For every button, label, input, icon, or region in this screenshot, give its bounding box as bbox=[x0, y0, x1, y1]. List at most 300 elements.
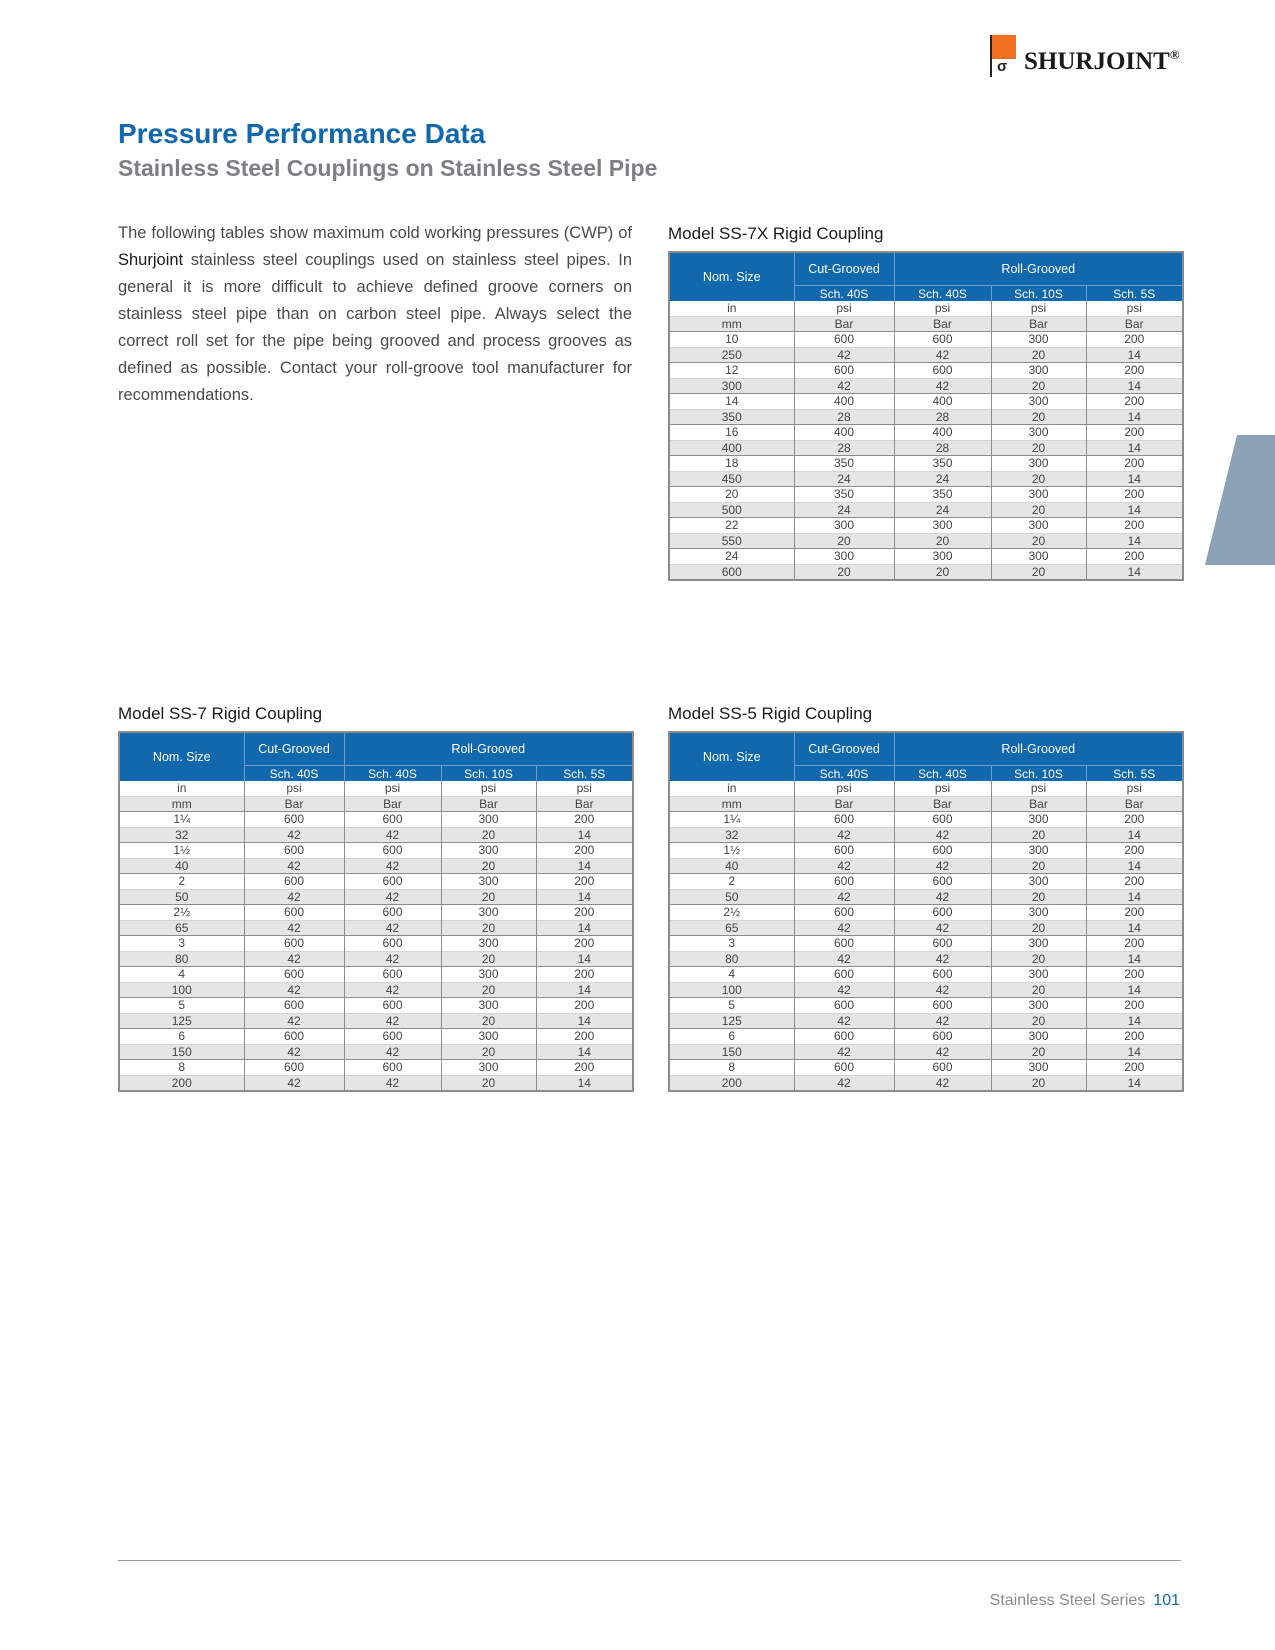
pressure-cell: 14 bbox=[536, 951, 633, 967]
schedule-header: Sch. 5S bbox=[1086, 286, 1183, 302]
pressure-cell: 14 bbox=[536, 1013, 633, 1029]
pressure-cell: 42 bbox=[794, 1075, 894, 1091]
pressure-cell: psi bbox=[794, 301, 894, 316]
pressure-cell: 42 bbox=[894, 951, 991, 967]
shurjoint-logo bbox=[990, 35, 1180, 77]
pressure-cell: 300 bbox=[441, 936, 536, 952]
roll-grooved-header: Roll-Grooved bbox=[894, 732, 1183, 766]
pressure-cell: 600 bbox=[794, 363, 894, 379]
pressure-cell: 600 bbox=[344, 905, 441, 921]
pressure-cell: 14 bbox=[536, 1075, 633, 1091]
pressure-cell: 400 bbox=[894, 425, 991, 441]
pressure-cell: 24 bbox=[894, 502, 991, 518]
pressure-cell: 600 bbox=[244, 936, 344, 952]
nom-size-cell: 40 bbox=[119, 858, 244, 874]
pressure-cell: 20 bbox=[991, 920, 1086, 936]
pressure-cell: 600 bbox=[894, 363, 991, 379]
pressure-cell: 28 bbox=[894, 409, 991, 425]
pressure-cell: 200 bbox=[1086, 394, 1183, 410]
table-row bbox=[669, 347, 1183, 363]
table-row bbox=[669, 843, 1183, 859]
nom-size-cell: 3 bbox=[669, 936, 794, 952]
pressure-cell: 20 bbox=[894, 533, 991, 549]
pressure-cell: psi bbox=[536, 781, 633, 796]
table-row bbox=[119, 874, 633, 890]
pressure-cell: 300 bbox=[991, 967, 1086, 983]
pressure-cell: psi bbox=[991, 301, 1086, 316]
ss5-table-block bbox=[668, 703, 1182, 1092]
pressure-cell: 14 bbox=[1086, 378, 1183, 394]
table-row bbox=[119, 1029, 633, 1045]
pressure-cell: 300 bbox=[991, 518, 1086, 534]
schedule-header: Sch. 10S bbox=[991, 766, 1086, 782]
nom-size-header: Nom. Size bbox=[669, 252, 794, 301]
nom-size-cell: 2 bbox=[119, 874, 244, 890]
nom-size-cell: 8 bbox=[669, 1060, 794, 1076]
table-row bbox=[119, 843, 633, 859]
pressure-cell: Bar bbox=[1086, 316, 1183, 332]
pressure-cell: 20 bbox=[794, 533, 894, 549]
table-row bbox=[669, 425, 1183, 441]
table-row bbox=[119, 982, 633, 998]
pressure-cell: 600 bbox=[794, 1060, 894, 1076]
nom-size-cell: 200 bbox=[669, 1075, 794, 1091]
pressure-cell: 20 bbox=[441, 889, 536, 905]
pressure-cell: 600 bbox=[344, 812, 441, 828]
pressure-cell: 20 bbox=[991, 982, 1086, 998]
nom-size-cell: 16 bbox=[669, 425, 794, 441]
pressure-cell: 42 bbox=[794, 827, 894, 843]
pressure-cell: 300 bbox=[991, 1029, 1086, 1045]
ss5-table-title: Model SS-5 Rigid Coupling bbox=[668, 704, 873, 723]
table-row bbox=[669, 487, 1183, 503]
pressure-cell: 20 bbox=[794, 564, 894, 580]
pressure-cell: 42 bbox=[244, 1013, 344, 1029]
table-row bbox=[669, 874, 1183, 890]
nom-size-cell: 5 bbox=[119, 998, 244, 1014]
pressure-cell: 600 bbox=[894, 1060, 991, 1076]
pressure-cell: 28 bbox=[794, 409, 894, 425]
pressure-cell: 20 bbox=[441, 951, 536, 967]
schedule-header: Sch. 10S bbox=[441, 766, 536, 782]
table-row bbox=[669, 518, 1183, 534]
table-row bbox=[669, 564, 1183, 580]
nom-size-cell: 1¼ bbox=[119, 812, 244, 828]
nom-size-cell: 22 bbox=[669, 518, 794, 534]
pressure-cell: 14 bbox=[1086, 827, 1183, 843]
pressure-cell: psi bbox=[1086, 781, 1183, 796]
table-row bbox=[669, 378, 1183, 394]
nom-size-cell: 18 bbox=[669, 456, 794, 472]
pressure-cell: 200 bbox=[1086, 425, 1183, 441]
pressure-cell: 42 bbox=[894, 982, 991, 998]
pressure-cell: 200 bbox=[1086, 843, 1183, 859]
pressure-cell: 600 bbox=[244, 1060, 344, 1076]
nom-size-cell: 150 bbox=[669, 1044, 794, 1060]
pressure-cell: 200 bbox=[1086, 1029, 1183, 1045]
intro-paragraph: The following tables show maximum cold working pressures (CWP) of Shurjoint stainless steel couplings used on stainless steel pipes. In general it is more difficult to achieve defined groove corners on stainless steel pipe than on carbon steel pipe. Always select the correct roll set for the pipe being grooved and process grooves as defined as possible. Contact your roll-groove tool manufacturer for recommendations. bbox=[118, 224, 632, 404]
pressure-cell: 200 bbox=[536, 874, 633, 890]
pressure-cell: 28 bbox=[794, 440, 894, 456]
nom-size-cell: mm bbox=[669, 796, 794, 812]
pressure-cell: 200 bbox=[536, 1060, 633, 1076]
table-row bbox=[669, 549, 1183, 565]
table-row bbox=[119, 1075, 633, 1091]
nom-size-cell: 32 bbox=[669, 827, 794, 843]
pressure-cell: 300 bbox=[991, 332, 1086, 348]
pressure-cell: 300 bbox=[441, 905, 536, 921]
pressure-cell: 28 bbox=[894, 440, 991, 456]
pressure-cell: 14 bbox=[1086, 471, 1183, 487]
page-number: 101 bbox=[1153, 1592, 1180, 1609]
pressure-cell: Bar bbox=[894, 796, 991, 812]
table-row bbox=[669, 409, 1183, 425]
nom-size-cell: 4 bbox=[669, 967, 794, 983]
nom-size-cell: 400 bbox=[669, 440, 794, 456]
table-row bbox=[669, 998, 1183, 1014]
pressure-cell: 20 bbox=[991, 827, 1086, 843]
table-row bbox=[669, 812, 1183, 828]
table-row bbox=[669, 533, 1183, 549]
pressure-cell: 42 bbox=[344, 920, 441, 936]
pressure-cell: 300 bbox=[991, 998, 1086, 1014]
nom-size-header: Nom. Size bbox=[119, 732, 244, 781]
pressure-cell: 600 bbox=[244, 874, 344, 890]
pressure-cell: 600 bbox=[894, 812, 991, 828]
pressure-cell: 20 bbox=[894, 564, 991, 580]
pressure-cell: 200 bbox=[1086, 487, 1183, 503]
nom-size-cell: 450 bbox=[669, 471, 794, 487]
table-row bbox=[119, 889, 633, 905]
table-row bbox=[669, 796, 1183, 812]
pressure-cell: 42 bbox=[894, 347, 991, 363]
table-row bbox=[119, 796, 633, 812]
nom-size-cell: 200 bbox=[119, 1075, 244, 1091]
schedule-header: Sch. 5S bbox=[1086, 766, 1183, 782]
pressure-cell: 42 bbox=[894, 378, 991, 394]
pressure-cell: 14 bbox=[536, 1044, 633, 1060]
table-row bbox=[119, 998, 633, 1014]
table-row bbox=[669, 781, 1183, 796]
footer-series: Stainless Steel Series bbox=[989, 1592, 1146, 1609]
pressure-cell: 20 bbox=[991, 409, 1086, 425]
pressure-cell: psi bbox=[344, 781, 441, 796]
pressure-cell: 200 bbox=[1086, 1060, 1183, 1076]
pressure-cell: 42 bbox=[894, 858, 991, 874]
pressure-cell: 200 bbox=[536, 998, 633, 1014]
nom-size-cell: 100 bbox=[119, 982, 244, 998]
table-row bbox=[669, 858, 1183, 874]
pressure-cell: Bar bbox=[441, 796, 536, 812]
pressure-cell: 200 bbox=[1086, 363, 1183, 379]
pressure-cell: 200 bbox=[536, 812, 633, 828]
pressure-cell: 600 bbox=[794, 998, 894, 1014]
pressure-cell: 600 bbox=[794, 843, 894, 859]
pressure-cell: 42 bbox=[244, 982, 344, 998]
ss7-table-block bbox=[118, 703, 632, 1092]
pressure-cell: 14 bbox=[536, 889, 633, 905]
pressure-cell: 42 bbox=[894, 1013, 991, 1029]
nom-size-cell: 2 bbox=[669, 874, 794, 890]
pressure-cell: 300 bbox=[991, 394, 1086, 410]
table-row bbox=[119, 1013, 633, 1029]
table-row bbox=[669, 982, 1183, 998]
nom-size-cell: in bbox=[669, 301, 794, 316]
pressure-cell: 200 bbox=[1086, 936, 1183, 952]
pressure-cell: 20 bbox=[441, 1013, 536, 1029]
nom-size-cell: 125 bbox=[669, 1013, 794, 1029]
table-row bbox=[119, 951, 633, 967]
pressure-cell: 42 bbox=[344, 889, 441, 905]
pressure-cell: 200 bbox=[536, 843, 633, 859]
pressure-cell: Bar bbox=[536, 796, 633, 812]
pressure-cell: psi bbox=[794, 781, 894, 796]
table-row bbox=[669, 827, 1183, 843]
pressure-cell: 20 bbox=[441, 982, 536, 998]
pressure-cell: Bar bbox=[794, 796, 894, 812]
pressure-cell: 42 bbox=[894, 1044, 991, 1060]
nom-size-cell: 300 bbox=[669, 378, 794, 394]
pressure-cell: 42 bbox=[794, 889, 894, 905]
schedule-header: Sch. 40S bbox=[794, 766, 894, 782]
table-row bbox=[119, 905, 633, 921]
pressure-cell: Bar bbox=[244, 796, 344, 812]
pressure-cell: 350 bbox=[794, 456, 894, 472]
pressure-cell: 600 bbox=[344, 967, 441, 983]
roll-grooved-header: Roll-Grooved bbox=[894, 252, 1183, 286]
pressure-cell: 20 bbox=[991, 471, 1086, 487]
pressure-cell: psi bbox=[244, 781, 344, 796]
pressure-cell: Bar bbox=[344, 796, 441, 812]
pressure-cell: 300 bbox=[991, 549, 1086, 565]
pressure-cell: 14 bbox=[1086, 951, 1183, 967]
table-row bbox=[669, 1075, 1183, 1091]
pressure-cell: 600 bbox=[344, 998, 441, 1014]
nom-size-cell: 3 bbox=[119, 936, 244, 952]
pressure-cell: psi bbox=[441, 781, 536, 796]
ss7-table-title: Model SS-7 Rigid Coupling bbox=[118, 704, 323, 723]
pressure-cell: 200 bbox=[536, 967, 633, 983]
pressure-cell: 400 bbox=[894, 394, 991, 410]
pressure-cell: 200 bbox=[1086, 549, 1183, 565]
table-row bbox=[669, 1013, 1183, 1029]
ss7x-table-title: Model SS-7X Rigid Coupling bbox=[668, 224, 884, 243]
pressure-cell: 20 bbox=[991, 858, 1086, 874]
pressure-cell: 24 bbox=[794, 502, 894, 518]
table-row bbox=[669, 1044, 1183, 1060]
pressure-cell: 42 bbox=[244, 1044, 344, 1060]
table-row bbox=[119, 967, 633, 983]
cut-grooved-header: Cut-Grooved bbox=[794, 732, 894, 766]
table-row bbox=[119, 920, 633, 936]
pressure-cell: 14 bbox=[1086, 533, 1183, 549]
pressure-cell: 350 bbox=[894, 487, 991, 503]
pressure-cell: 42 bbox=[244, 858, 344, 874]
pressure-cell: 42 bbox=[794, 858, 894, 874]
pressure-cell: 200 bbox=[536, 936, 633, 952]
pressure-cell: psi bbox=[1086, 301, 1183, 316]
pressure-cell: 20 bbox=[441, 1075, 536, 1091]
pressure-cell: psi bbox=[991, 781, 1086, 796]
pressure-cell: 20 bbox=[991, 347, 1086, 363]
footer-divider bbox=[118, 1560, 1181, 1561]
pressure-cell: 42 bbox=[794, 951, 894, 967]
pressure-cell: 300 bbox=[991, 905, 1086, 921]
pressure-cell: 300 bbox=[894, 518, 991, 534]
pressure-cell: 20 bbox=[991, 1075, 1086, 1091]
pressure-cell: 20 bbox=[991, 533, 1086, 549]
pressure-cell: 20 bbox=[441, 858, 536, 874]
nom-size-cell: 500 bbox=[669, 502, 794, 518]
table-row bbox=[669, 471, 1183, 487]
nom-size-cell: 350 bbox=[669, 409, 794, 425]
nom-size-cell: 2½ bbox=[669, 905, 794, 921]
pressure-cell: 200 bbox=[1086, 905, 1183, 921]
pressure-cell: 42 bbox=[894, 920, 991, 936]
pressure-cell: 300 bbox=[894, 549, 991, 565]
pressure-cell: 600 bbox=[244, 1029, 344, 1045]
pressure-cell: 600 bbox=[244, 905, 344, 921]
pressure-cell: 200 bbox=[1086, 332, 1183, 348]
schedule-header: Sch. 40S bbox=[894, 286, 991, 302]
cut-grooved-header: Cut-Grooved bbox=[244, 732, 344, 766]
pressure-cell: 300 bbox=[441, 874, 536, 890]
pressure-cell: 200 bbox=[536, 905, 633, 921]
ss7x-pressure-table bbox=[668, 251, 1184, 581]
pressure-cell: 42 bbox=[894, 1075, 991, 1091]
pressure-cell: 600 bbox=[794, 332, 894, 348]
pressure-cell: 24 bbox=[894, 471, 991, 487]
pressure-cell: 14 bbox=[1086, 858, 1183, 874]
pressure-cell: 14 bbox=[1086, 1044, 1183, 1060]
pressure-cell: Bar bbox=[991, 796, 1086, 812]
logo-mark-icon: σ bbox=[990, 35, 1018, 77]
table-row bbox=[119, 781, 633, 796]
table-row bbox=[669, 301, 1183, 316]
ss5-pressure-table bbox=[668, 731, 1184, 1092]
pressure-cell: 14 bbox=[1086, 564, 1183, 580]
pressure-cell: 14 bbox=[1086, 409, 1183, 425]
nom-size-cell: 1½ bbox=[669, 843, 794, 859]
nom-size-cell: 150 bbox=[119, 1044, 244, 1060]
pressure-cell: 42 bbox=[344, 858, 441, 874]
pressure-cell: 42 bbox=[894, 889, 991, 905]
table-row bbox=[669, 920, 1183, 936]
pressure-cell: 14 bbox=[1086, 889, 1183, 905]
pressure-cell: 600 bbox=[894, 874, 991, 890]
nom-size-cell: 40 bbox=[669, 858, 794, 874]
pressure-cell: 20 bbox=[991, 1044, 1086, 1060]
ss7-pressure-table bbox=[118, 731, 634, 1092]
pressure-cell: 14 bbox=[536, 982, 633, 998]
pressure-cell: 42 bbox=[244, 920, 344, 936]
pressure-cell: 350 bbox=[794, 487, 894, 503]
nom-size-cell: in bbox=[119, 781, 244, 796]
nom-size-cell: 1½ bbox=[119, 843, 244, 859]
pressure-cell: 600 bbox=[244, 843, 344, 859]
roll-grooved-header: Roll-Grooved bbox=[344, 732, 633, 766]
pressure-cell: 20 bbox=[991, 951, 1086, 967]
pressure-cell: 14 bbox=[1086, 347, 1183, 363]
pressure-cell: 600 bbox=[794, 812, 894, 828]
pressure-cell: 200 bbox=[1086, 456, 1183, 472]
pressure-cell: 300 bbox=[441, 843, 536, 859]
table-row bbox=[669, 316, 1183, 332]
pressure-cell: 600 bbox=[244, 998, 344, 1014]
nom-size-cell: 8 bbox=[119, 1060, 244, 1076]
nom-size-cell: 550 bbox=[669, 533, 794, 549]
table-row bbox=[669, 967, 1183, 983]
table-row bbox=[669, 394, 1183, 410]
pressure-cell: 600 bbox=[794, 1029, 894, 1045]
pressure-cell: 600 bbox=[894, 967, 991, 983]
pressure-cell: 600 bbox=[344, 1060, 441, 1076]
nom-size-cell: 1¼ bbox=[669, 812, 794, 828]
cut-grooved-header: Cut-Grooved bbox=[794, 252, 894, 286]
pressure-cell: Bar bbox=[894, 316, 991, 332]
pressure-cell: 300 bbox=[991, 936, 1086, 952]
pressure-cell: 42 bbox=[894, 827, 991, 843]
pressure-cell: 600 bbox=[794, 905, 894, 921]
pressure-cell: Bar bbox=[991, 316, 1086, 332]
nom-size-cell: 24 bbox=[669, 549, 794, 565]
nom-size-cell: 32 bbox=[119, 827, 244, 843]
pressure-cell: 300 bbox=[441, 812, 536, 828]
pressure-cell: 42 bbox=[794, 982, 894, 998]
table-row bbox=[119, 858, 633, 874]
pressure-cell: 14 bbox=[536, 858, 633, 874]
pressure-cell: 600 bbox=[794, 936, 894, 952]
table-row bbox=[669, 1060, 1183, 1076]
pressure-cell: psi bbox=[894, 781, 991, 796]
pressure-cell: Bar bbox=[794, 316, 894, 332]
pressure-cell: 14 bbox=[1086, 1013, 1183, 1029]
nom-size-cell: 250 bbox=[669, 347, 794, 363]
pressure-cell: 14 bbox=[1086, 440, 1183, 456]
nom-size-cell: mm bbox=[119, 796, 244, 812]
pressure-cell: 42 bbox=[794, 347, 894, 363]
pressure-cell: 42 bbox=[244, 889, 344, 905]
table-row bbox=[119, 827, 633, 843]
pressure-cell: 300 bbox=[441, 1060, 536, 1076]
pressure-cell: 300 bbox=[991, 456, 1086, 472]
pressure-cell: 400 bbox=[794, 394, 894, 410]
nom-size-cell: 4 bbox=[119, 967, 244, 983]
pressure-cell: 400 bbox=[794, 425, 894, 441]
table-row bbox=[669, 936, 1183, 952]
pressure-cell: 42 bbox=[344, 1044, 441, 1060]
nom-size-cell: 65 bbox=[119, 920, 244, 936]
pressure-cell: 42 bbox=[794, 1044, 894, 1060]
nom-size-cell: 125 bbox=[119, 1013, 244, 1029]
pressure-cell: 300 bbox=[991, 487, 1086, 503]
page-subtitle: Stainless Steel Couplings on Stainless Steel Pipe bbox=[118, 155, 658, 181]
nom-size-cell: 6 bbox=[669, 1029, 794, 1045]
side-section-tab bbox=[1205, 435, 1275, 565]
pressure-cell: 42 bbox=[244, 951, 344, 967]
pressure-cell: 300 bbox=[991, 1060, 1086, 1076]
pressure-cell: 14 bbox=[1086, 982, 1183, 998]
nom-size-cell: 80 bbox=[669, 951, 794, 967]
nom-size-cell: in bbox=[669, 781, 794, 796]
schedule-header: Sch. 40S bbox=[244, 766, 344, 782]
pressure-cell: 600 bbox=[344, 1029, 441, 1045]
pressure-cell: 300 bbox=[991, 425, 1086, 441]
ss7x-table-block bbox=[668, 223, 1182, 581]
pressure-cell: 14 bbox=[1086, 1075, 1183, 1091]
pressure-cell: Bar bbox=[1086, 796, 1183, 812]
pressure-cell: 20 bbox=[991, 502, 1086, 518]
